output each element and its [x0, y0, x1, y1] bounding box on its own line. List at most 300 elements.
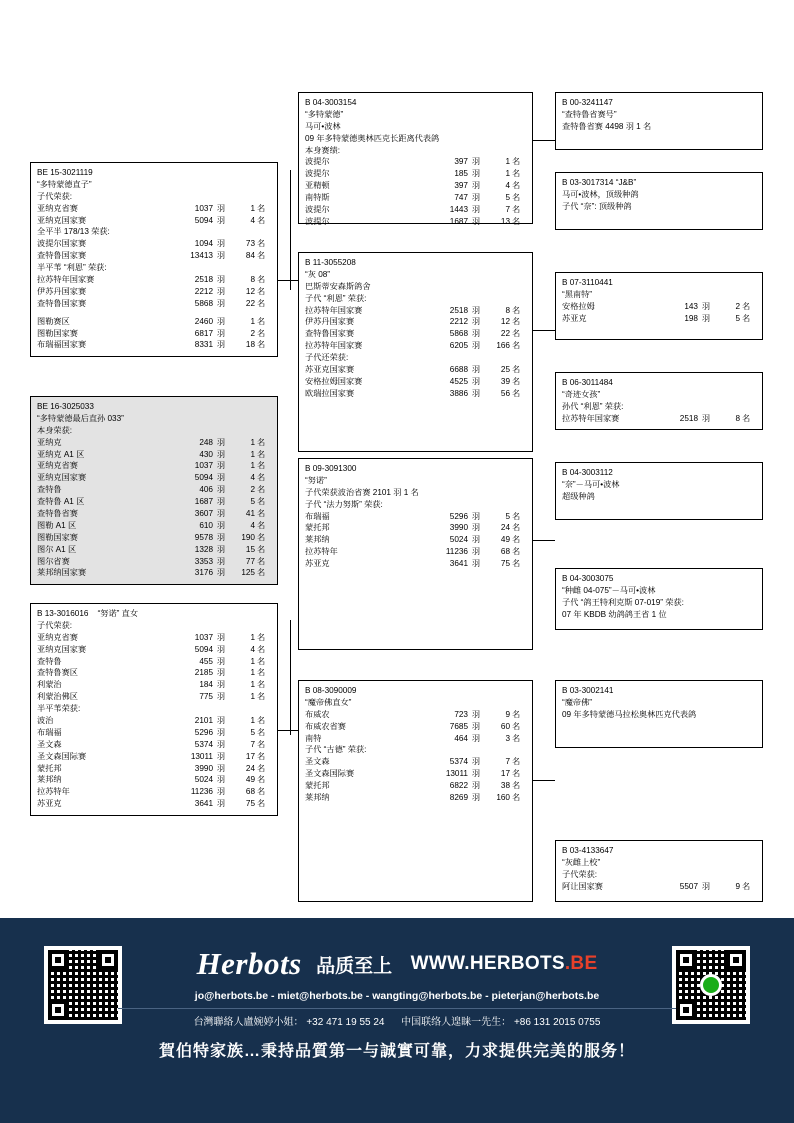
bird-count: 2212: [449, 317, 468, 327]
race-name: 圣文森: [305, 757, 330, 767]
bird-count: 5094: [194, 215, 213, 225]
rank-unit: 名: [257, 680, 266, 690]
bird-count: 723: [454, 709, 468, 719]
card-note: 子代 “鸽王特利克斯 07-019” 荣获:: [562, 597, 684, 607]
pedigree-card-b07-3110441[interactable]: [555, 272, 763, 340]
rank: 68: [245, 787, 255, 797]
website-url-suffix: .BE: [564, 953, 598, 974]
result-row: [305, 756, 526, 768]
result-row: [305, 328, 526, 340]
card-name: “种雌 04-075”－马可•波林: [562, 585, 656, 595]
race-name: 亚纳克 A1 区: [37, 449, 85, 459]
rank: 12: [245, 286, 255, 296]
race-name: 伊苏丹国家赛: [305, 317, 355, 327]
bird-count: 8331: [194, 340, 213, 350]
race-name: 拉苏特年: [305, 547, 338, 557]
result-row: [37, 691, 271, 703]
bird-count: 397: [454, 157, 468, 167]
rank-unit: 名: [257, 340, 266, 350]
rank-unit: 名: [257, 520, 266, 530]
race-name: 阿让国家赛: [562, 881, 603, 891]
bird-count: 13413: [190, 251, 213, 261]
card-note: 09 年多特蒙德奥林匹克长距离代表鸽: [305, 133, 440, 143]
bird-count: 4525: [449, 376, 468, 386]
bird-count: 5296: [194, 727, 213, 737]
unit: 羽: [216, 775, 226, 785]
contact-emails[interactable]: jo@herbots.be - miet@herbots.be - wangting@herbots.be - pieterjan@herbots.be: [194, 990, 600, 1002]
race-name: 波提尔: [305, 216, 330, 226]
result-row: [562, 413, 756, 425]
rank: 13: [500, 216, 510, 226]
race-name: 蒙托邦: [305, 781, 330, 791]
bird-count: 3641: [194, 799, 213, 809]
rank: 7: [505, 757, 510, 767]
connector-line: [533, 330, 555, 331]
rank-unit: 名: [257, 763, 266, 773]
footer-inner: [0, 918, 794, 1123]
rank-unit: 名: [512, 769, 521, 779]
race-name: 布瑞福国家赛: [37, 340, 87, 350]
unit: 羽: [216, 340, 226, 350]
race-name: 莱邦纳: [37, 775, 62, 785]
race-name: 查特鲁国家赛: [37, 251, 87, 261]
race-name: 波提尔: [305, 169, 330, 179]
result-row: [37, 215, 271, 227]
unit: 羽: [701, 301, 711, 311]
pedigree-card-b00-3241147[interactable]: [555, 92, 763, 150]
rank: 25: [500, 365, 510, 375]
result-row: [305, 388, 526, 400]
pedigree-card-be16-subject[interactable]: [30, 396, 278, 585]
rank-unit: 名: [512, 365, 521, 375]
result-row: [305, 340, 526, 352]
unit: 羽: [216, 251, 226, 261]
rank: 56: [500, 388, 510, 398]
rank-unit: 名: [257, 532, 266, 542]
rank-unit: 名: [257, 668, 266, 678]
race-name: 波治: [37, 716, 54, 726]
result-row: [37, 250, 271, 262]
unit: 羽: [216, 239, 226, 249]
card-id: B 04-3003075: [562, 574, 614, 583]
result-row: [37, 316, 271, 328]
rank-unit: 名: [257, 251, 266, 261]
card-id: B 00-3241147: [562, 98, 613, 107]
rank: 1: [505, 169, 510, 179]
unit: 羽: [216, 275, 226, 285]
rank-unit: 名: [512, 317, 521, 327]
card-name: “多特蒙德最后直孙 033”: [37, 413, 124, 423]
connector-line: [290, 170, 291, 290]
unit: 羽: [471, 523, 481, 533]
unit: 羽: [216, 632, 226, 642]
rank: 9: [735, 881, 740, 891]
unit: 羽: [701, 881, 711, 891]
unit: 羽: [471, 388, 481, 398]
unit: 羽: [471, 709, 481, 719]
unit: 羽: [471, 535, 481, 545]
rank-unit: 名: [257, 203, 266, 213]
result-row: [37, 484, 271, 496]
rank: 68: [500, 547, 510, 557]
bird-count: 1037: [194, 632, 213, 642]
result-row: [305, 156, 526, 168]
rank: 160: [496, 793, 510, 803]
bird-count: 2185: [194, 668, 213, 678]
unit: 羽: [471, 157, 481, 167]
unit: 羽: [471, 511, 481, 521]
unit: 羽: [216, 298, 226, 308]
rank-unit: 名: [257, 632, 266, 642]
rank: 1: [250, 632, 255, 642]
rank-unit: 名: [742, 881, 751, 891]
pedigree-card-b08-3090009[interactable]: [298, 680, 533, 902]
unit: 羽: [471, 793, 481, 803]
unit: 羽: [216, 751, 226, 761]
race-name: 图尔省赛: [37, 556, 70, 566]
rank-unit: 名: [257, 215, 266, 225]
race-name: 图勒国家赛: [37, 328, 78, 338]
race-name: 布瑞福: [37, 727, 62, 737]
connector-line: [533, 140, 555, 141]
rank: 7: [505, 205, 510, 215]
card-note: 马可•波林: [305, 121, 341, 131]
race-name: 利蒙治佛区: [37, 692, 78, 702]
rank: 1: [250, 461, 255, 471]
result-row: [37, 763, 271, 775]
rank-unit: 名: [512, 781, 521, 791]
bird-count: 5507: [679, 881, 698, 891]
card-note: 07 年 KBDB 幼鸽鸽王省 1 位: [562, 609, 667, 619]
card-id-text: B 13-3016016: [37, 609, 89, 618]
bird-count: 198: [684, 313, 698, 323]
result-row: [37, 739, 271, 751]
rank-unit: 名: [257, 485, 266, 495]
bird-count: 3990: [194, 763, 213, 773]
bird-count: 3641: [449, 559, 468, 569]
race-name: 莱邦纳: [305, 793, 330, 803]
rank: 1: [250, 680, 255, 690]
unit: 羽: [471, 205, 481, 215]
bird-count: 5296: [449, 511, 468, 521]
unit: 羽: [216, 799, 226, 809]
rank: 5: [250, 497, 255, 507]
section-header: 半平苇 “利恩” 荣获:: [37, 263, 107, 273]
rank: 1: [250, 449, 255, 459]
card-id: B 03-3002141: [562, 686, 614, 695]
rank: 24: [245, 763, 255, 773]
contact-tw-label: 台灣聯絡人盧婉婷小姐：: [193, 1017, 304, 1028]
bird-count: 6822: [449, 781, 468, 791]
rank: 38: [500, 781, 510, 791]
rank: 9: [505, 709, 510, 719]
rank-unit: 名: [512, 157, 521, 167]
bird-count: 747: [454, 193, 468, 203]
rank: 49: [500, 535, 510, 545]
unit: 羽: [216, 568, 226, 578]
rank: 2: [250, 328, 255, 338]
pedigree-card-b09-3091300[interactable]: [298, 458, 533, 650]
result-row: [562, 881, 756, 893]
section-header: 孙代 “利恩” 荣获:: [562, 401, 624, 411]
race-name: 布威农省赛: [305, 721, 346, 731]
unit: 羽: [216, 556, 226, 566]
section-header: 子代荣获:: [37, 620, 73, 630]
bird-count: 406: [199, 485, 213, 495]
rank-unit: 名: [742, 301, 751, 311]
pedigree-card-b06-3011484[interactable]: [555, 372, 763, 430]
card-id: B 06-3011484: [562, 378, 613, 387]
pedigree-card-b03-3002141[interactable]: [555, 680, 763, 748]
rank: 75: [245, 799, 255, 809]
connector-line: [278, 730, 298, 731]
unit: 羽: [471, 559, 481, 569]
rank-unit: 名: [257, 556, 266, 566]
unit: 羽: [216, 497, 226, 507]
result-row: [305, 305, 526, 317]
rank-unit: 名: [512, 535, 521, 545]
bird-count: 6817: [194, 328, 213, 338]
rank: 73: [245, 239, 255, 249]
rank-unit: 名: [512, 181, 521, 191]
rank-unit: 名: [512, 559, 521, 569]
contact-cn-phone: +86 131 2015 0755: [513, 1017, 601, 1028]
race-name: 亚纳克省赛: [37, 461, 78, 471]
card-note: 09 年多特蒙德马拉松奥林匹克代表鸽: [562, 709, 697, 719]
rank-unit: 名: [257, 497, 266, 507]
rank-unit: 名: [257, 286, 266, 296]
race-name: 圣文森: [37, 739, 62, 749]
rank: 8: [505, 305, 510, 315]
unit: 羽: [216, 532, 226, 542]
unit: 羽: [216, 449, 226, 459]
unit: 羽: [471, 193, 481, 203]
result-row: [305, 534, 526, 546]
rank-unit: 名: [257, 656, 266, 666]
result-row: [305, 709, 526, 721]
race-name: 波提尔: [305, 205, 330, 215]
rank: 5: [250, 727, 255, 737]
rank: 166: [496, 341, 510, 351]
bird-count: 2460: [194, 316, 213, 326]
rank: 4: [505, 181, 510, 191]
card-id: B 07-3110441: [562, 278, 613, 287]
brand-tagline: 品质至上: [316, 955, 393, 977]
rank-unit: 名: [512, 329, 521, 339]
bird-count: 2518: [679, 413, 698, 423]
unit: 羽: [216, 509, 226, 519]
rank: 17: [245, 751, 255, 761]
race-name: 拉苏特年国家赛: [562, 413, 620, 423]
result-row: [37, 328, 271, 340]
race-name: 拉苏特年: [37, 787, 70, 797]
race-name: 查特鲁赛区: [37, 668, 78, 678]
result-row: [37, 520, 271, 532]
result-row: [562, 313, 756, 325]
unit: 羽: [216, 203, 226, 213]
result-row: [37, 667, 271, 679]
rank: 8: [735, 413, 740, 423]
unit: 羽: [216, 485, 226, 495]
rank: 4: [250, 520, 255, 530]
result-row: [37, 532, 271, 544]
bird-count: 185: [454, 169, 468, 179]
result-row: [37, 449, 271, 461]
rank: 1: [250, 656, 255, 666]
rank: 7: [250, 739, 255, 749]
race-name: 图勒赛区: [37, 316, 70, 326]
result-row: [305, 376, 526, 388]
race-name: 苏亚克: [562, 313, 587, 323]
bird-count: 2212: [194, 286, 213, 296]
pedigree-card-b04-3003075[interactable]: [555, 568, 763, 630]
race-name: 亚纳克国家赛: [37, 215, 87, 225]
bird-count: 248: [199, 437, 213, 447]
rank: 17: [500, 769, 510, 779]
bird-count: 1094: [194, 239, 213, 249]
card-name: “查特鲁省赛号”: [562, 109, 617, 119]
card-name: “努诺”: [305, 475, 327, 485]
race-name: 亚纳克国家赛: [37, 473, 87, 483]
rank-unit: 名: [257, 775, 266, 785]
unit: 羽: [471, 169, 481, 179]
result-row: [37, 715, 271, 727]
rank: 41: [245, 509, 255, 519]
rank: 5: [505, 193, 510, 203]
unit: 羽: [216, 716, 226, 726]
rank-unit: 名: [512, 709, 521, 719]
pedigree-card-b04-3003112[interactable]: [555, 462, 763, 520]
result-row: [305, 768, 526, 780]
bird-count: 11236: [445, 547, 468, 557]
card-id: B 03-4133647: [562, 846, 614, 855]
result-row: [37, 774, 271, 786]
rank: 39: [500, 376, 510, 386]
rank-unit: 名: [512, 193, 521, 203]
rank-unit: 名: [512, 547, 521, 557]
rank: 22: [245, 298, 255, 308]
rank: 190: [241, 532, 255, 542]
rank-unit: 名: [512, 205, 521, 215]
race-name: 苏亚克: [305, 559, 330, 569]
rank-unit: 名: [512, 388, 521, 398]
rank: 4: [250, 215, 255, 225]
race-name: 布瑞福: [305, 511, 330, 521]
rank-unit: 名: [257, 644, 266, 654]
card-id: B 08-3090009: [305, 686, 357, 695]
card-note: 子代 “奈”: 顶级种鸽: [562, 201, 632, 211]
rank-unit: 名: [512, 341, 521, 351]
bird-count: 1037: [194, 461, 213, 471]
result-row: [37, 460, 271, 472]
bird-count: 5374: [194, 739, 213, 749]
bird-count: 3607: [194, 509, 213, 519]
result-row: [37, 203, 271, 215]
rank: 4: [250, 473, 255, 483]
connector-line: [278, 280, 298, 281]
bird-count: 464: [454, 733, 468, 743]
result-row: [37, 632, 271, 644]
rank-unit: 名: [257, 509, 266, 519]
bird-count: 610: [199, 520, 213, 530]
pedigree-card-b04-3003154[interactable]: [298, 92, 533, 224]
result-row: [37, 508, 271, 520]
rank: 1: [505, 157, 510, 167]
race-name: 波提尔: [305, 157, 330, 167]
race-name: 圣文森国际赛: [37, 751, 87, 761]
race-name: 圣文森国际赛: [305, 769, 355, 779]
bird-count: 9578: [194, 532, 213, 542]
unit: 羽: [216, 328, 226, 338]
contact-tw-phone: +32 471 19 55 24: [306, 1017, 385, 1028]
pedigree-card-be15[interactable]: [30, 162, 278, 357]
bird-count: 2518: [449, 305, 468, 315]
section-header: 本身荣获:: [37, 425, 73, 435]
unit: 羽: [216, 316, 226, 326]
result-row: [562, 301, 756, 313]
result-row: [37, 286, 271, 298]
section-header: 半平苇荣获:: [37, 704, 81, 714]
bird-count: 7685: [449, 721, 468, 731]
race-name: 查特鲁国家赛: [305, 329, 355, 339]
rank: 75: [500, 559, 510, 569]
race-name: 查特鲁 A1 区: [37, 497, 85, 507]
bird-count: 1687: [449, 216, 468, 226]
unit: 羽: [216, 520, 226, 530]
rank-unit: 名: [257, 751, 266, 761]
pedigree-card-b03-3017314[interactable]: [555, 172, 763, 230]
unit: 羽: [216, 544, 226, 554]
result-row: [37, 274, 271, 286]
race-name: 拉苏特年国家赛: [37, 275, 95, 285]
herbots-logo: Herbots: [196, 946, 302, 981]
rank-unit: 名: [257, 739, 266, 749]
race-name: 亚纳克省赛: [37, 203, 78, 213]
result-row: [37, 238, 271, 250]
result-row: [305, 780, 526, 792]
race-name: 布威农: [305, 709, 330, 719]
pedigree-card-b13[interactable]: [30, 603, 278, 816]
connector-line: [533, 780, 555, 781]
unit: 羽: [216, 727, 226, 737]
card-name: “多特蒙德”: [305, 109, 344, 119]
website-url[interactable]: [411, 953, 598, 975]
unit: 羽: [216, 461, 226, 471]
rank: 18: [245, 340, 255, 350]
unit: 羽: [471, 781, 481, 791]
bird-count: 11236: [190, 787, 213, 797]
rank: 24: [500, 523, 510, 533]
bird-count: 6205: [449, 341, 468, 351]
rank: 1: [250, 716, 255, 726]
unit: 羽: [471, 181, 481, 191]
unit: 羽: [216, 680, 226, 690]
brand-row: [0, 946, 794, 982]
section-header: 全平半 178/13 荣获:: [37, 227, 110, 237]
bird-count: 5868: [194, 298, 213, 308]
unit: 羽: [471, 305, 481, 315]
unit: 羽: [471, 733, 481, 743]
pedigree-card-b03-4133647[interactable]: [555, 840, 763, 902]
pedigree-card-b11-3055208[interactable]: [298, 252, 533, 452]
rank-unit: 名: [257, 275, 266, 285]
unit: 羽: [216, 473, 226, 483]
rank-unit: 名: [257, 437, 266, 447]
card-id: BE 16-3025033: [37, 402, 94, 411]
rank: 1: [250, 316, 255, 326]
race-name: 拉苏特年国家赛: [305, 305, 363, 315]
card-name: “灰 08”: [305, 269, 331, 279]
